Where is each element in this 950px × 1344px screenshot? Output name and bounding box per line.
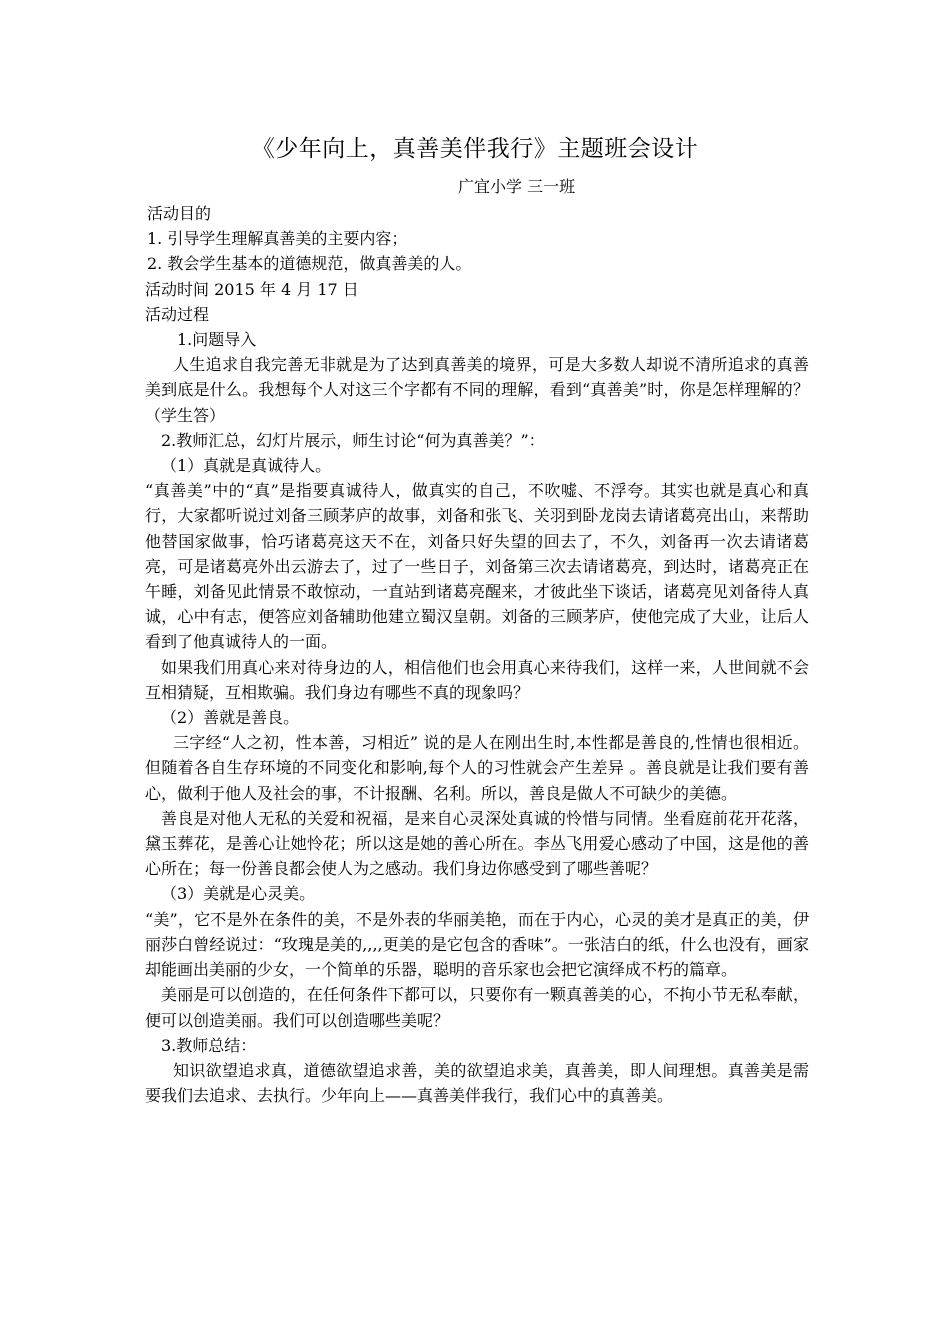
body-paragraph: “真善美”中的“真”是指要真诚待人，做真实的自己，不吹嘘、不浮夸。其实也就是真心和真行，大家都听说过刘备三顾茅庐的故事，刘备和张飞、关羽到卧龙岗去请诸葛亮出山，来帮助他替国家做事，恰巧诸葛亮这天不在，刘备只好失望的回去了，不久，刘备再一次去请诸葛亮，可是诸葛亮外出云游去了，过了一些日子，刘备第三次去请诸葛亮，到达时，诸葛亮正在午睡，刘备见此情景不敢惊动，一直站到诸葛亮醒来，才彼此坐下谈话，诸葛亮见刘备待人真诚，心中有志，便答应刘备辅助他建立蜀汉皇朝。刘备的三顾茅庐，使他完成了大业，让后人看到了他真诚待人的一面。 <box>145 481 809 652</box>
subsection-heading: 2.教师汇总，幻灯片展示，师生讨论“何为真善美？”： <box>161 430 545 450</box>
body-paragraph: 人生追求自我完善无非就是为了达到真善美的境界，可是大多数人却说不清所追求的真善美到底是什么。我想每个人对这三个字都有不同的理解，看到“真善美”时，你是怎样理解的？（学生答） <box>145 355 809 425</box>
body-paragraph: “美”，它不是外在条件的美，不是外表的华丽美艳，而在于内心，心灵的美才是真正的美，伊丽莎白曾经说过：“玫瑰是美的,,,,更美的是它包含的香味”。一张洁白的纸，什么也没有，画家却能画出美丽的少女，一个简单的乐器，聪明的音乐家也会把它演绎成不朽的篇章。 <box>145 909 809 980</box>
point-heading: （2）善就是善良。 <box>161 708 300 728</box>
subsection-heading: 1.问题导入 <box>177 330 257 350</box>
body-paragraph: 美丽是可以创造的，在任何条件下都可以，只要你有一颗真善美的心，不拘小节无私奉献，便可以创造美丽。我们可以创造哪些美呢？ <box>145 985 809 1030</box>
list-item: 1. 引导学生理解真善美的主要内容； <box>147 229 408 249</box>
document-title: 《少年向上，真善美伴我行》主题班会设计 <box>251 136 699 162</box>
body-paragraph: 知识欲望追求真，道德欲望追求善，美的欲望追求美，真善美，即人间理想。真善美是需要我们去追求、去执行。少年向上——真善美伴我行，我们心中的真善美。 <box>145 1060 809 1106</box>
body-paragraph: 善良是对他人无私的关爱和祝福，是来自心灵深处真诚的怜惜与同情。坐看庭前花开花落，黛玉葬花，是善心让她怜花；所以这是她的善心所在。李丛飞用爱心感动了中国，这是他的善心所在；每一份善良都会使人为之感动。我们身边你感受到了哪些善呢？ <box>145 808 809 879</box>
body-paragraph: 如果我们用真心来对待身边的人，相信他们也会用真心来待我们，这样一来，人世间就不会互相猜疑，互相欺骗。我们身边有哪些不真的现象吗？ <box>145 657 809 702</box>
document-body <box>145 201 809 1108</box>
section-heading-time: 活动时间 2015 年 4 月 17 日 <box>145 279 359 299</box>
document-subtitle: 广宜小学 三一班 <box>458 177 576 196</box>
point-heading: （3）美就是心灵美。 <box>161 884 316 904</box>
point-heading: （1）真就是真诚待人。 <box>161 456 332 476</box>
subsection-heading: 3.教师总结： <box>161 1035 257 1055</box>
section-heading-process: 活动过程 <box>145 304 210 324</box>
list-item: 2. 教会学生基本的道德规范，做真善美的人。 <box>147 254 472 274</box>
section-heading-purpose: 活动目的 <box>147 204 212 223</box>
body-paragraph: 三字经“人之初，性本善，习相近” 说的是人在刚出生时,本性都是善良的,性情也很相近。但随着各自生存环境的不同变化和影响,每个人的习性就会产生差异 。善良就是让我们要有善心，做利于他人及社会的事，不计报酬、名利。所以，善良是做人不可缺少的美德。 <box>145 733 809 803</box>
